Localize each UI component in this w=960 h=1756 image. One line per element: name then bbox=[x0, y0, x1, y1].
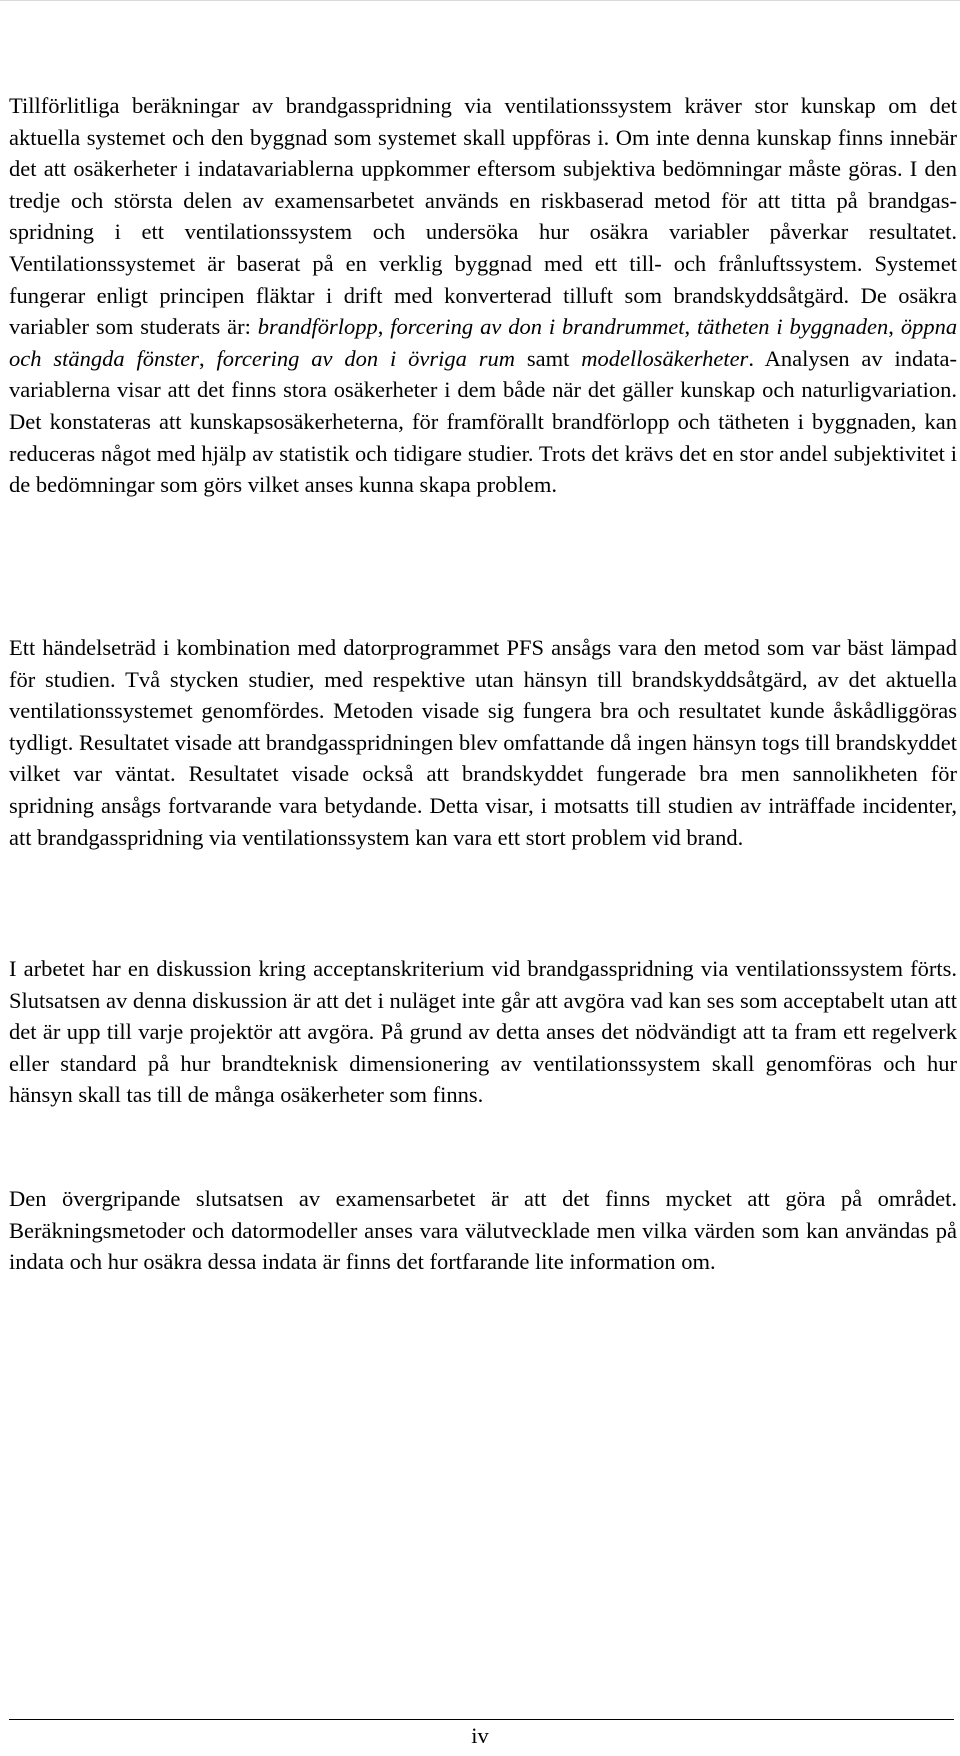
paragraph-4: Den övergripande slutsatsen av examensarbetet är att det finns mycket att göra på området. Beräkningsmetoder och datormodeller anses vara välutvecklade men vilka värden som kan användas på indata och hur osäkra dessa indata är finns det fortfarande lite information om. bbox=[9, 1186, 957, 1275]
footer-rule bbox=[9, 1719, 954, 1720]
page-number: iv bbox=[471, 1723, 489, 1748]
paragraph-2: Ett händelseträd i kombination med datorprogrammet PFS ansågs vara den metod som var bäst lämpad för studien. Två stycken studier, med respektive utan hänsyn till brandskyddsåtgärd, av det aktuella ventilationssystemet genomfördes. Metoden visade sig fungera bra och resultatet kunde åskådliggöras tydligt. Resultatet visade att brandgasspridningen blev omfattande då ingen hänsyn togs till brandskyddet vilket var väntat. Resultatet visade också att brandskyddet fungerade bra men sannolikheten för spridning ansågs fortvarande vara betydande. Detta visar, i motsatts till studien av inträffade incidenter, att brandgasspridning via ventilationssystem kan vara ett stort problem vid brand. bbox=[9, 635, 957, 850]
separator: , bbox=[377, 314, 391, 340]
variable-tatheten: tätheten i byggnaden bbox=[697, 314, 889, 340]
paragraph-1-text-a: Tillförlitliga beräkningar av brandgasspridning via ventilationssystem kräver stor kunskap om det aktuella systemet och den byggnad som systemet skall uppföras i. Om inte denna kunskap finns innebär det att osäkerheter i indatavariablerna uppkommer eftersom subjektiva bedömningar måste göras. I den tredje och största delen av examensarbetet används en riskbaserad metod för att titta på brandgas-spridning i ett ventilationssystem och undersöka hur osäkra variabler påverkar resultatet. Ventilationssystemet är baserat på en verklig byggnad med ett till- och frånluftssystem. Systemet fungerar enligt principen fläktar i drift med konverterad tilluft som brandskyddsåtgärd. De osäkra variabler som studerats är: bbox=[9, 93, 957, 340]
separator: , bbox=[684, 314, 698, 340]
variable-forcering-brandrummet: forcering av don i brandrummet bbox=[390, 314, 685, 340]
top-edge-line bbox=[0, 0, 960, 1]
variable-fonster: öppna och stängda fönster bbox=[9, 314, 958, 371]
paragraph-1-text-b: . Analysen av indata-variablerna visar att det finns stora osäkerheter i dem både när det gäller kunskap och naturligvariation. Det konstateras att kunskapsosäkerheterna, för framförallt brandförlopp och tätheten i byggnaden, kan reduceras något med hjälp av statistik och tidigare studier. Trots det krävs det en stor andel subjektivitet i de bedömningar som görs vilket anses kunna skapa problem. bbox=[9, 345, 958, 498]
paragraph-1 bbox=[9, 90, 957, 501]
variable-brandforlopp: brandförlopp bbox=[257, 314, 378, 340]
separator: , bbox=[888, 314, 901, 340]
separator: , bbox=[199, 345, 217, 371]
variable-modellosakerheter: modellosäkerheter bbox=[581, 345, 749, 371]
paragraph-3: I arbetet har en diskussion kring acceptanskriterium vid brandgasspridning via ventilationssystem förts. Slutsatsen av denna diskussion är att det i nuläget inte går att avgöra vad kan ses som acceptabelt utan att det är upp till varje projektör att avgöra. På grund av detta anses det nödvändigt att ta fram ett regelverk eller standard på hur brandteknisk dimensionering av ventilationssystem skall genomföras och hur hänsyn skall tas till de många osäkerheter som finns. bbox=[9, 956, 957, 1108]
separator: samt bbox=[515, 345, 582, 371]
variable-forcering-ovriga-rum: forcering av don i övriga rum bbox=[216, 345, 516, 371]
